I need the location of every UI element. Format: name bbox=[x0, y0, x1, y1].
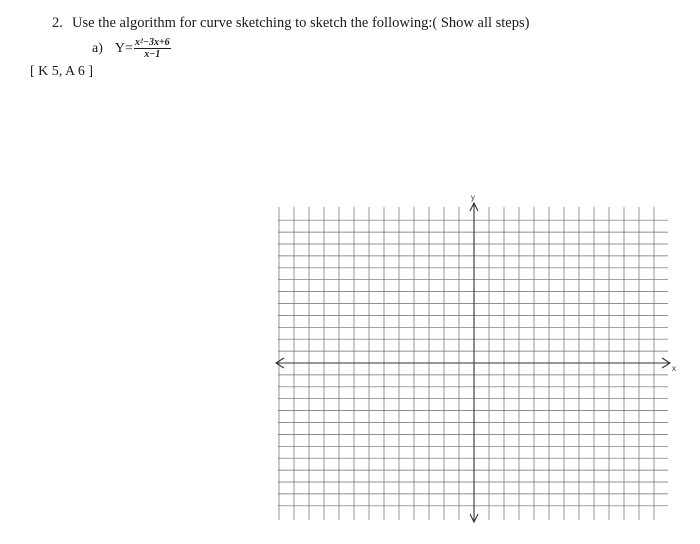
y-axis-label: y bbox=[471, 193, 475, 202]
equation-lhs: Y= bbox=[114, 40, 133, 56]
question-text: Use the algorithm for curve sketching to sketch the following:( Show all steps) bbox=[72, 15, 530, 31]
fraction-numerator: x²−3x+6 bbox=[134, 37, 170, 48]
marks-label: [ K 5, A 6 ] bbox=[30, 64, 93, 79]
question-number: 2. bbox=[52, 15, 63, 31]
fraction-denominator: x−1 bbox=[144, 49, 161, 60]
part-a-label: a) bbox=[92, 40, 103, 56]
axes bbox=[276, 203, 670, 522]
x-axis-label: x bbox=[672, 364, 676, 373]
